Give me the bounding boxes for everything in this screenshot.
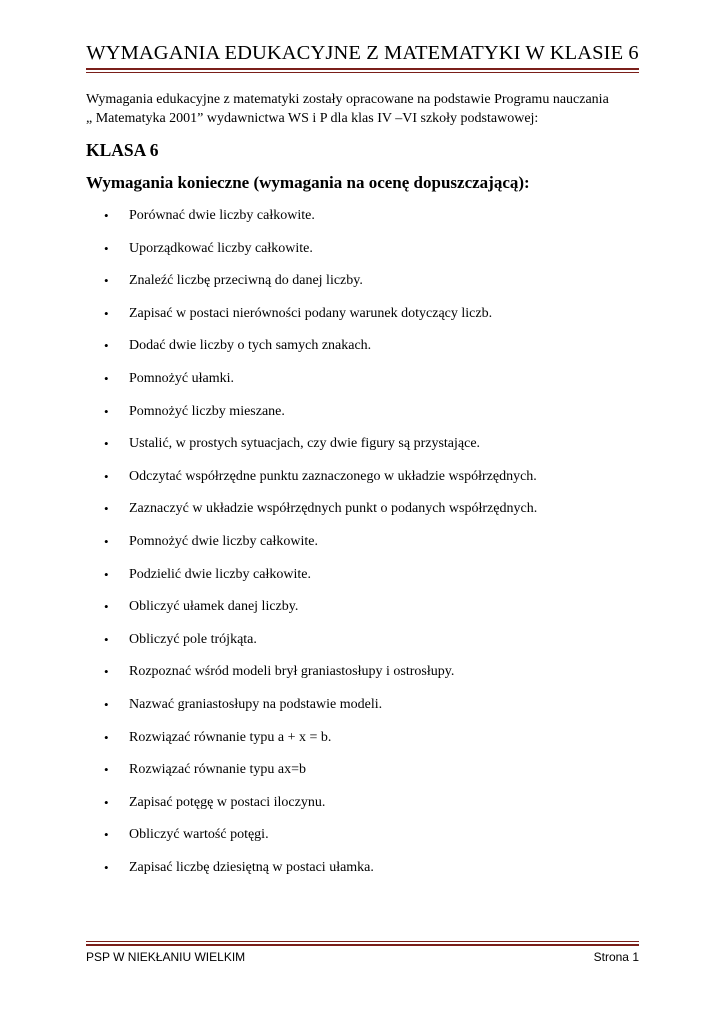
bullet-icon: •: [104, 794, 109, 810]
requirement-text: Obliczyć wartość potęgi.: [129, 827, 269, 843]
list-item: [0, 728, 725, 761]
list-item: [0, 858, 725, 891]
list-item: [0, 206, 725, 239]
requirement-text: Znaleźć liczbę przeciwną do danej liczby.: [129, 273, 363, 289]
requirement-text: Uporządkować liczby całkowite.: [129, 240, 313, 256]
bullet-icon: •: [104, 762, 109, 778]
requirement-text: Pomnożyć ułamki.: [129, 370, 234, 386]
requirement-text: Pomnożyć dwie liczby całkowite.: [129, 533, 318, 549]
bullet-icon: •: [104, 208, 109, 223]
list-item: [0, 825, 725, 858]
footer-school-name: PSP W NIEKŁANIU WIELKIM: [86, 950, 246, 964]
intro-paragraph: [86, 90, 646, 128]
requirement-text: Nazwać graniastosłupy na podstawie modeli.: [129, 696, 383, 712]
bullet-icon: •: [104, 696, 109, 712]
list-item: [0, 434, 725, 467]
list-item: [0, 239, 725, 272]
requirement-text: Pomnożyć liczby mieszane.: [129, 403, 285, 419]
requirement-text: Rozwiązać równanie typu a + x = b.: [129, 729, 332, 745]
requirement-text: Odczytać współrzędne punktu zaznaczonego w układzie współrzędnych.: [129, 468, 537, 484]
requirement-text: Dodać dwie liczby o tych samych znakach.: [129, 338, 372, 354]
bullet-icon: •: [104, 403, 109, 419]
requirement-text: Obliczyć ułamek danej liczby.: [129, 599, 299, 615]
list-item: [0, 499, 725, 532]
list-item: [0, 695, 725, 728]
list-item: [0, 532, 725, 565]
requirement-text: Obliczyć pole trójkąta.: [129, 631, 257, 647]
list-item: [0, 271, 725, 304]
bullet-icon: •: [104, 631, 109, 647]
list-item: [0, 402, 725, 435]
list-item: [0, 760, 725, 793]
list-item: [0, 630, 725, 663]
header-rule-bottom: [86, 72, 639, 73]
requirement-text: Zapisać potęgę w postaci iloczynu.: [129, 794, 326, 810]
requirements-list: [0, 206, 725, 890]
bullet-icon: •: [104, 240, 109, 256]
section-heading: Wymagania konieczne (wymagania na ocenę dopuszczającą):: [86, 173, 530, 192]
bullet-icon: •: [104, 566, 109, 582]
list-item: [0, 369, 725, 402]
header-rule-top: [86, 68, 639, 70]
footer-page-number: Strona 1: [593, 950, 639, 964]
bullet-icon: •: [104, 305, 109, 321]
footer-rule-top: [86, 941, 639, 942]
bullet-icon: •: [104, 273, 109, 289]
page-header-title: WYMAGANIA EDUKACYJNE Z MATEMATYKI W KLASIE 6: [86, 42, 639, 64]
requirement-text: Podzielić dwie liczby całkowite.: [129, 566, 311, 582]
bullet-icon: •: [104, 827, 109, 843]
class-heading: KLASA 6: [86, 140, 159, 160]
requirement-text: Rozwiązać równanie typu ax=b: [129, 762, 306, 778]
bullet-icon: •: [104, 664, 109, 680]
list-item: [0, 662, 725, 695]
requirement-text: Rozpoznać wśród modeli brył graniastosłupy i ostrosłupy.: [129, 664, 455, 680]
requirement-text: Ustalić, w prostych sytuacjach, czy dwie figury są przystające.: [129, 436, 481, 452]
requirement-text: Zapisać liczbę dziesiętną w postaci ułamka.: [129, 859, 374, 875]
list-item: [0, 565, 725, 598]
bullet-icon: •: [104, 501, 109, 517]
requirement-text: Zaznaczyć w układzie współrzędnych punkt o podanych współrzędnych.: [129, 501, 538, 517]
footer-rule-bottom: [86, 944, 639, 946]
intro-line-2: „ Matematyka 2001” wydawnictwa WS i P dla klas IV –VI szkoły podstawowej:: [86, 111, 539, 126]
requirement-text: Zapisać w postaci nierówności podany warunek dotyczący liczb.: [129, 305, 493, 321]
list-item: [0, 597, 725, 630]
bullet-icon: •: [104, 436, 109, 452]
bullet-icon: •: [104, 370, 109, 386]
list-item: [0, 467, 725, 500]
bullet-icon: •: [104, 533, 109, 549]
list-item: [0, 304, 725, 337]
bullet-icon: •: [104, 859, 109, 875]
bullet-icon: •: [104, 729, 109, 745]
list-item: [0, 793, 725, 826]
intro-line-1: Wymagania edukacyjne z matematyki zostały opracowane na podstawie Programu nauczania: [86, 92, 609, 107]
bullet-icon: •: [104, 599, 109, 615]
list-item: [0, 336, 725, 369]
bullet-icon: •: [104, 338, 109, 354]
requirement-text: Porównać dwie liczby całkowite.: [129, 208, 315, 223]
bullet-icon: •: [104, 468, 109, 484]
